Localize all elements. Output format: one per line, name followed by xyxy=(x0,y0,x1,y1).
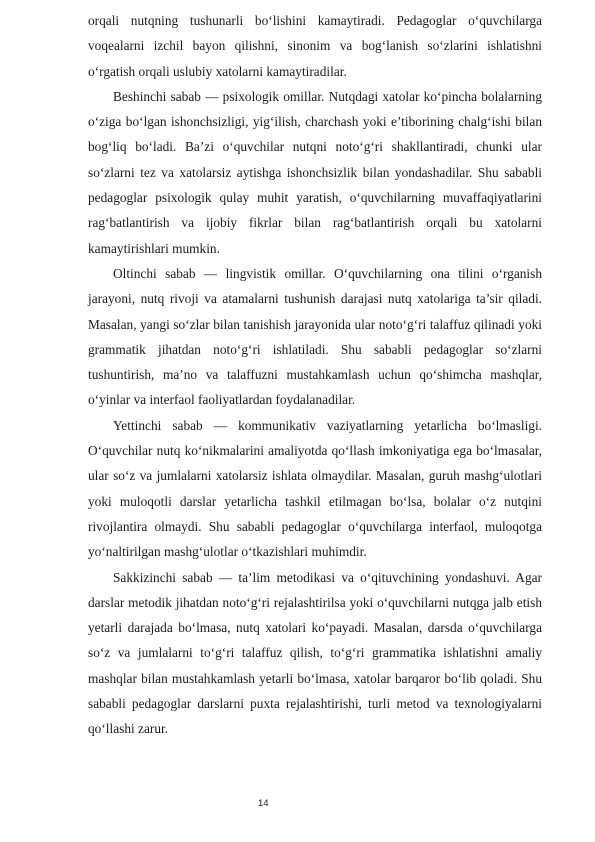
paragraph-continuation: orqali nutqning tushunarli bo‘lishini kamaytiradi. Pedagoglar o‘quvchilarga voqealarni izchil bayon qilishni, sinonim va bog‘lanish so‘zlarini ishlatishni o‘rgatish orqali uslubiy xatolarni kamaytiradilar. xyxy=(88,13,542,79)
paragraph-fifth-reason: Beshinchi sabab — psixologik omillar. Nutqdagi xatolar ko‘pincha bolalarning o‘ziga bo‘lgan ishonchsizligi, yig‘ilish, charchash yoki e’tiborining chalg‘ishi bilan bog‘liq bo‘ladi. Ba’zi o‘quvchilar nutqni noto‘g‘ri shakllantiradi, chunki ular so‘zlarni tez va xatolarsiz aytishga ishonchsizlik bilan yondashadilar. Shu sababli pedagoglar psixologik qulay muhit yaratish, o‘quvchilarning muvaffaqiyatlarini rag‘batlantirish va ijobiy fikrlar bilan rag‘batlantirish orqali bu xatolarni kamaytirishlari mumkin. xyxy=(88,88,542,256)
page-number: 14 xyxy=(258,798,269,809)
body-text xyxy=(88,8,542,742)
paragraph-seventh-reason: Yettinchi sabab — kommunikativ vaziyatlarning yetarlicha bo‘lmasligi. O‘quvchilar nutq ko‘nikmalarini amaliyotda qo‘llash imkoniyatiga ega bo‘lmasalar, ular so‘z va jumlalarni xatolarsiz ishlata olmaydilar. Masalan, guruh mashg‘ulotlari yoki muloqotli darslar yetarlicha tashkil etilmagan bo‘lsa, bolalar o‘z nutqini rivojlantira olmaydi. Shu sababli pedagoglar o‘quvchilarga interfaol, muloqotga yo‘naltirilgan mashg‘ulotlar o‘tkazishlari muhimdir. xyxy=(88,417,542,560)
paragraph-sixth-reason: Oltinchi sabab — lingvistik omillar. O‘quvchilarning ona tilini o‘rganish jarayoni, nutq rivoji va atamalarni tushunish darajasi nutq xatolariga ta’sir qiladi. Masalan, yangi so‘zlar bilan tanishish jarayonida ular noto‘g‘ri talaffuz qilinadi yoki grammatik jihatdan noto‘g‘ri ishlatiladi. Shu sababli pedagoglar so‘zlarni tushuntirish, ma’no va talaffuzni mustahkamlash uchun qo‘shimcha mashqlar, o‘yinlar va interfaol faoliyatlardan foydalanadilar. xyxy=(88,265,542,408)
paragraph-eighth-reason: Sakkizinchi sabab — ta’lim metodikasi va o‘qituvchining yondashuvi. Agar darslar metodik jihatdan noto‘g‘ri rejalashtirilsa yoki o‘quvchilarni nutqga jalb etish yetarli darajada bo‘lmasa, nutq xatolari ko‘payadi. Masalan, darsda o‘quvchilarga so‘z va jumlalarni to‘g‘ri talaffuz qilish, to‘g‘ri grammatika ishlatishni amaliy mashqlar bilan mustahkamlash yetarli bo‘lmasa, xatolar barqaror bo‘lib qoladi. Shu sababli pedagoglar darslarni puxta rejalashtirishi, turli metod va texnologiyalarni qo‘llashi zarur. xyxy=(88,569,542,737)
